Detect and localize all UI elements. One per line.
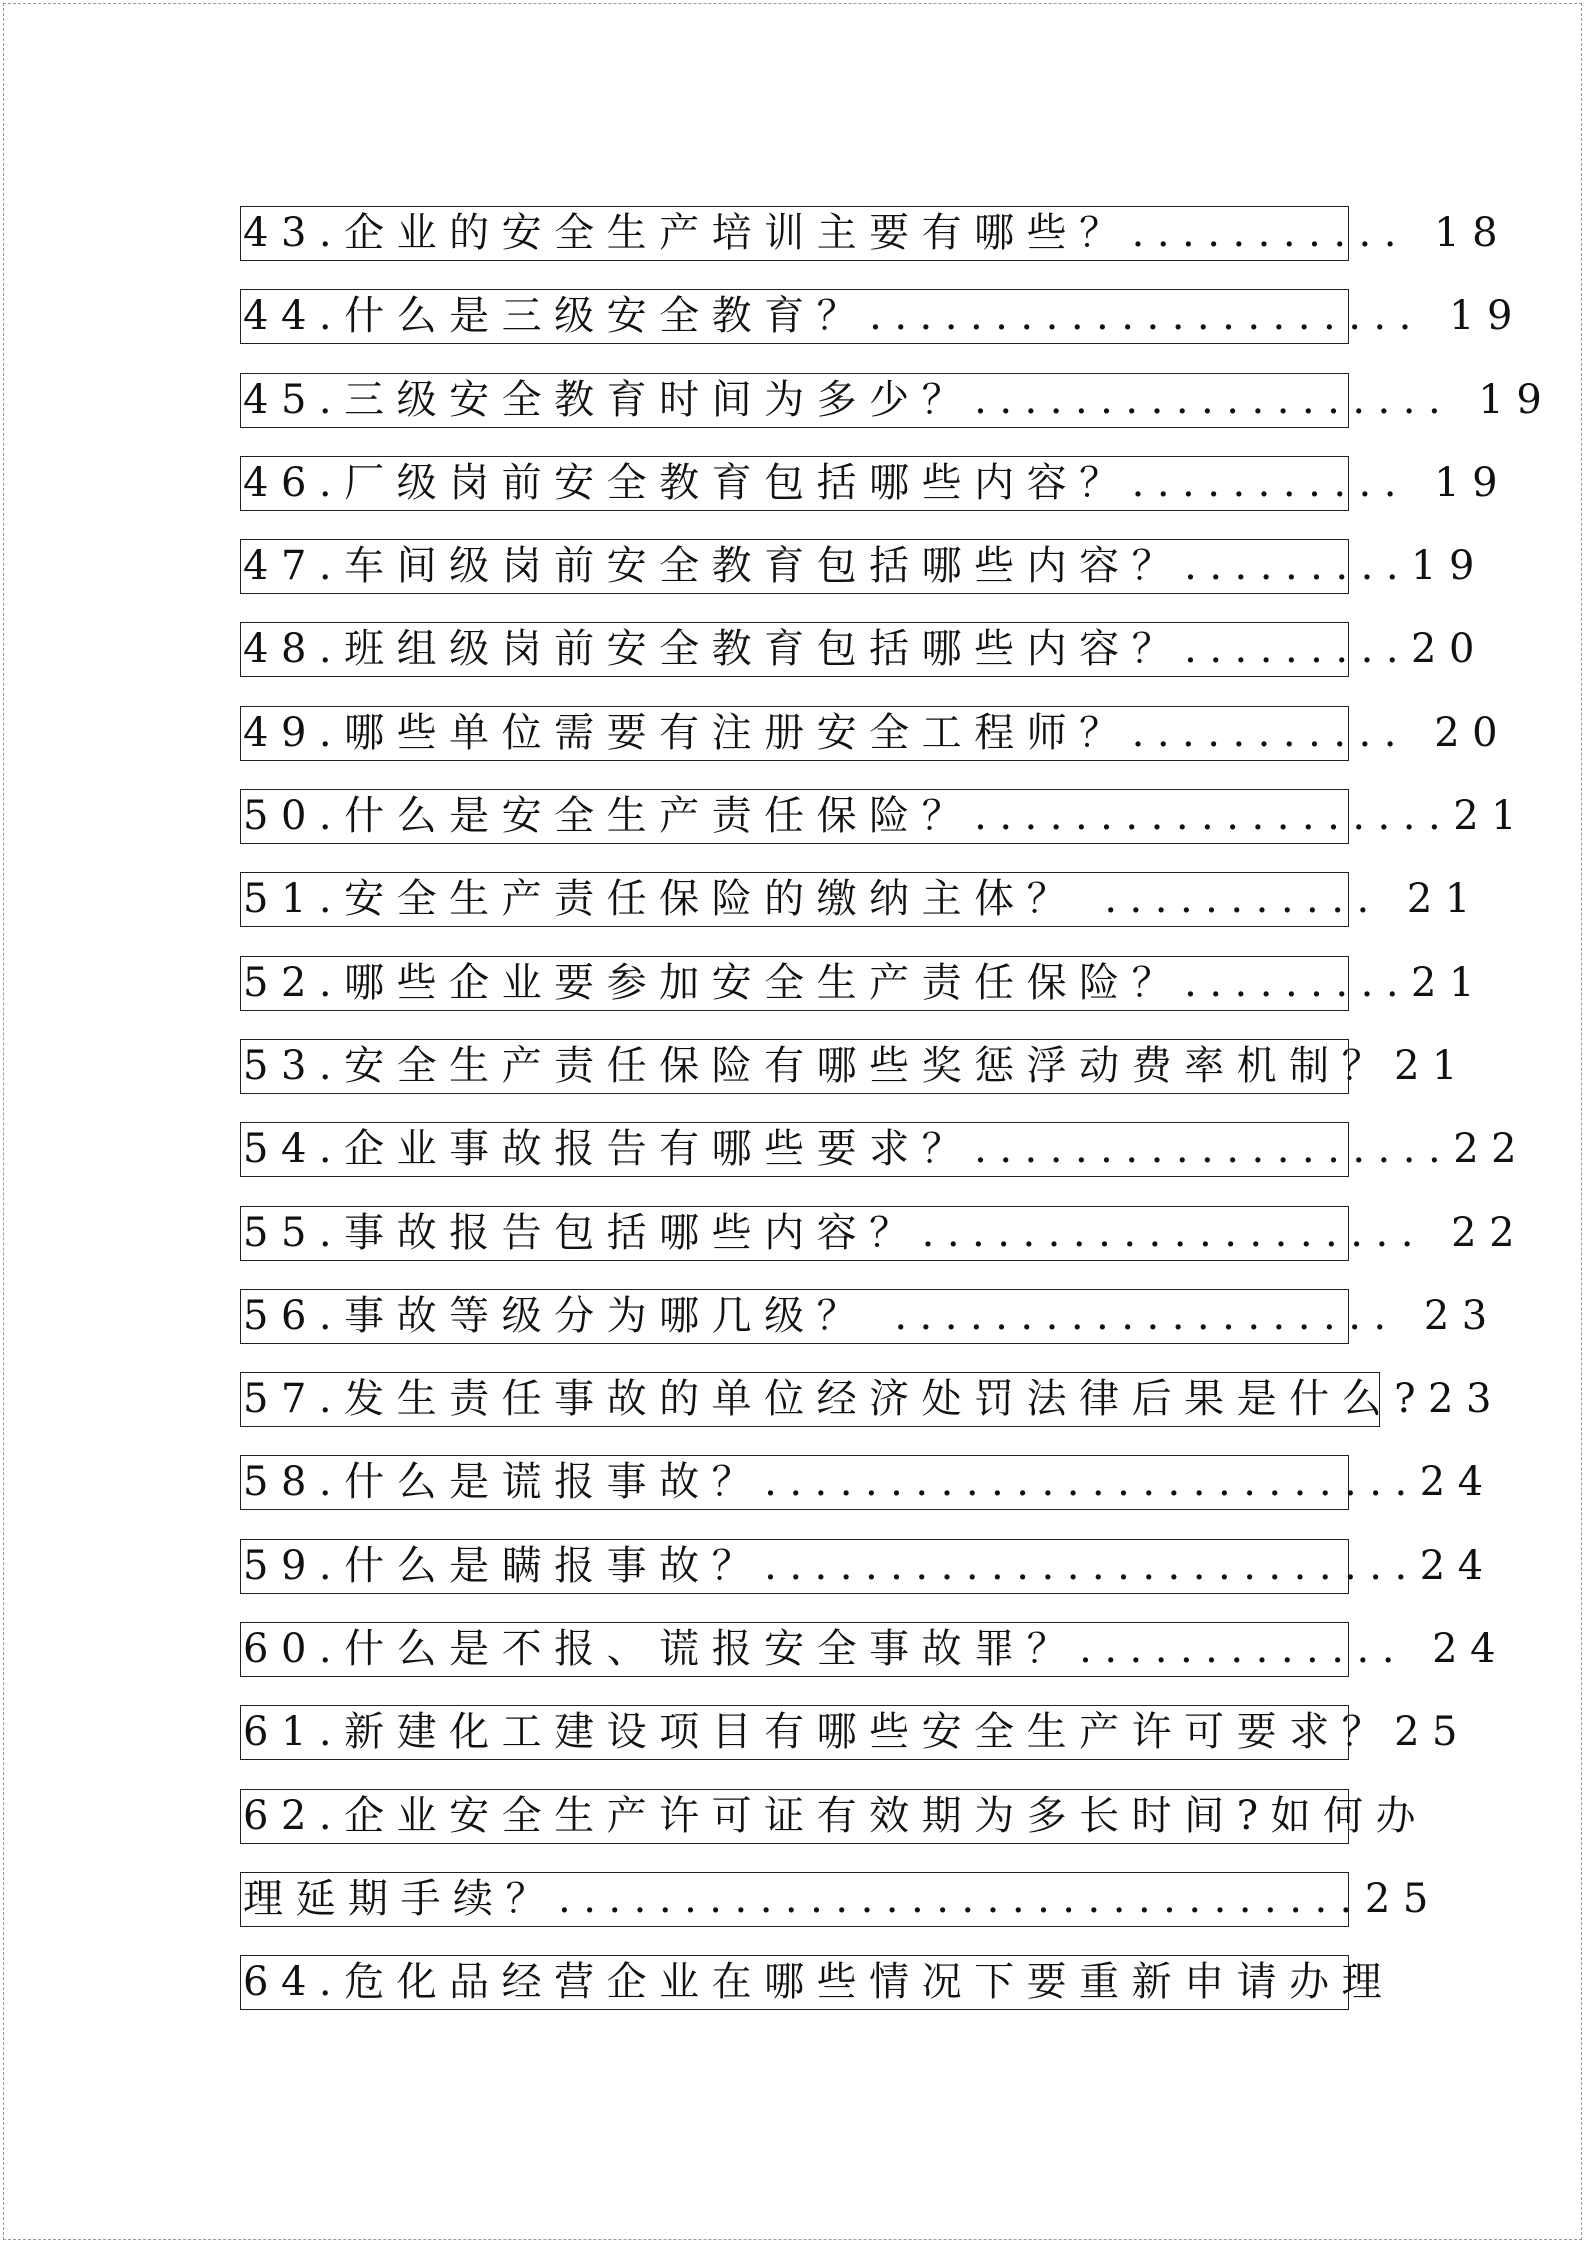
toc-entry-50[interactable]: [240, 789, 1530, 844]
toc-entry-text: 53.安全生产责任保险有哪些奖惩浮动费率机制？21: [243, 1042, 1471, 1089]
toc-entry-49[interactable]: [240, 706, 1511, 761]
toc-entry-text: 59.什么是瞒报事故？..........................24: [243, 1542, 1496, 1589]
toc-entry-62[interactable]: [240, 1789, 1429, 1844]
toc-entry-text: 理延期手续？................................25: [243, 1875, 1441, 1922]
toc-entry-54[interactable]: [240, 1122, 1530, 1177]
toc-entry-text: 57.发生责任事故的单位经济处罚法律后果是什么?23: [243, 1376, 1504, 1423]
toc-entry-51[interactable]: [240, 872, 1483, 927]
toc-entry-text: 43.企业的安全生产培训主要有哪些？........... 18: [243, 210, 1511, 256]
toc-entry-text: 56.事故等级分为哪几级？ .................... 23: [243, 1292, 1500, 1339]
toc-entry-58[interactable]: [240, 1455, 1496, 1510]
toc-entry-text: 47.车间级岗前安全教育包括哪些内容？.........19: [243, 543, 1487, 590]
toc-entry-text: 51.安全生产责任保险的缴纳主体？ ........... 21: [243, 876, 1483, 923]
toc-entry-46[interactable]: [240, 456, 1511, 511]
toc-entry-45[interactable]: [240, 373, 1555, 428]
toc-entry-55[interactable]: [240, 1206, 1528, 1261]
toc-entry-text: 52.哪些企业要参加安全生产责任保险？.........21: [243, 959, 1487, 1006]
toc-entry-text: 54.企业事故报告有哪些要求？...................22: [243, 1126, 1530, 1173]
toc-entry-text: 44.什么是三级安全教育？...................... 19: [243, 293, 1525, 340]
toc-entry-62-continued[interactable]: [240, 1872, 1441, 1927]
toc-entry-text: 64.危化品经营企业在哪些情况下要重新申请办理: [243, 1959, 1395, 2006]
toc-entry-text: 49.哪些单位需要有注册安全工程师？........... 20: [243, 709, 1511, 756]
toc-entry-64[interactable]: [240, 1955, 1395, 2010]
toc-entry-text: 58.什么是谎报事故？..........................24: [243, 1459, 1496, 1506]
toc-entry-text: 46.厂级岗前安全教育包括哪些内容？........... 19: [243, 459, 1511, 506]
toc-entry-text: 60.什么是不报、谎报安全事故罪？............. 24: [243, 1626, 1509, 1673]
toc-entry-60[interactable]: [240, 1622, 1509, 1677]
toc-entry-57[interactable]: [240, 1372, 1504, 1427]
toc-entry-text: 55.事故报告包括哪些内容？.................... 22: [243, 1209, 1528, 1256]
toc-entry-text: 48.班组级岗前安全教育包括哪些内容？.........20: [243, 626, 1487, 673]
toc-entry-44[interactable]: [240, 289, 1525, 344]
toc-entry-47[interactable]: [240, 539, 1487, 594]
toc-entry-59[interactable]: [240, 1539, 1496, 1594]
toc-entry-56[interactable]: [240, 1289, 1500, 1344]
toc-entry-48[interactable]: [240, 622, 1487, 677]
toc-entry-53[interactable]: [240, 1039, 1471, 1094]
toc-entry-43[interactable]: [240, 206, 1511, 261]
toc-entry-text: 50.什么是安全生产责任保险？...................21: [243, 793, 1530, 840]
toc-entry-52[interactable]: [240, 956, 1487, 1011]
toc-entry-61[interactable]: [240, 1705, 1471, 1760]
toc-entry-text: 62.企业安全生产许可证有效期为多长时间?如何办: [243, 1792, 1429, 1839]
table-of-contents: [240, 206, 1555, 2039]
toc-entry-text: 45.三级安全教育时间为多少？................... 19: [243, 376, 1555, 423]
toc-entry-text: 61.新建化工建设项目有哪些安全生产许可要求？25: [243, 1709, 1471, 1756]
